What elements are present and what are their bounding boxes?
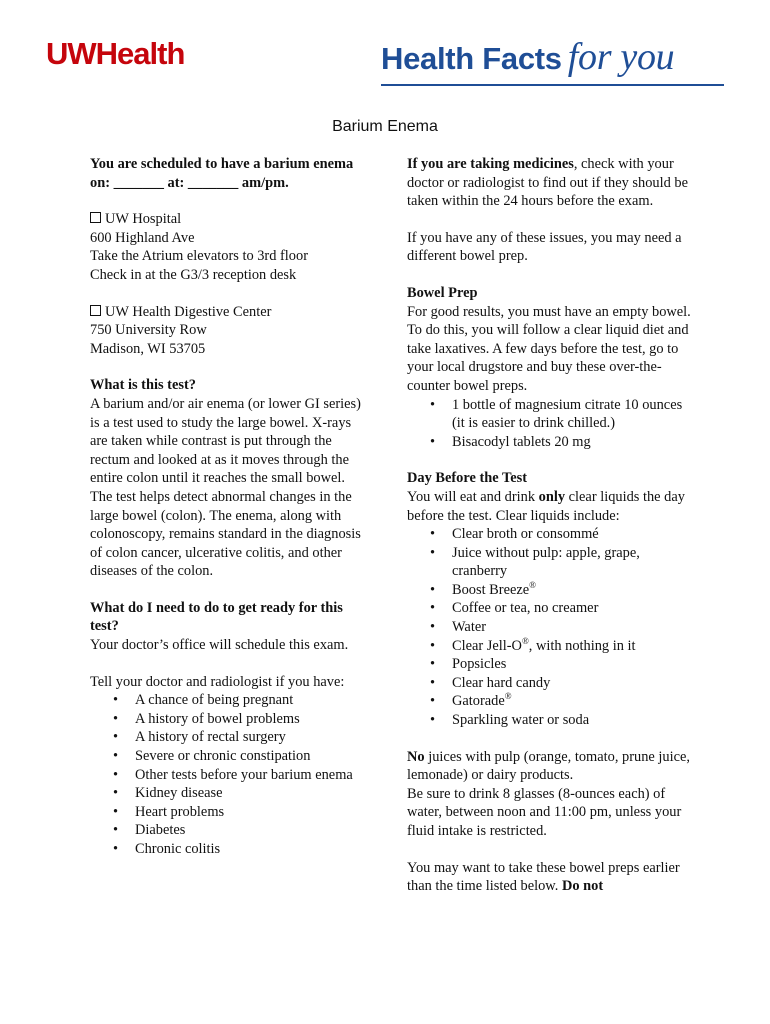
section-heading-bowel-prep: Bowel Prep xyxy=(407,284,478,301)
list-item: • Severe or chronic constipation xyxy=(90,747,370,766)
list-item: • Heart problems xyxy=(90,803,370,822)
list-item: • Chronic colitis xyxy=(90,840,370,859)
header xyxy=(0,0,770,100)
medicines-paragraph: If you are taking medicines, check with your doctor or radiologist to find out if they should be taken within the 24 hours before the exam. xyxy=(407,156,688,210)
tell-intro: Tell your doctor and radiologist if you have: xyxy=(90,673,345,690)
ready-description: Your doctor’s office will schedule this exam. xyxy=(90,637,349,654)
checkbox-digestive-center[interactable] xyxy=(90,305,101,316)
test-description: A barium and/or air enema (or lower GI series) is a test used to study the large bowel. X-rays are taken while contrast is put through the rectum and looked at as it moves through the entire colon until it reaches the small bowel. The test helps detect abnormal changes in the large bowel (colon). The enema, along with colonoscopy, remains standard in the diagnosis of colon cancer, ulcerative colitis, and other diseases of the colon. xyxy=(90,395,361,580)
location-uw-hospital: UW Hospital 600 Highland Ave Take the Atrium elevators to 3rd floor Check in at the G3/3 reception desk xyxy=(90,211,308,283)
uw-health-logo: UWHealth xyxy=(46,36,185,71)
tell-list xyxy=(90,691,370,858)
day-before-description: You will eat and drink only clear liquids the day before the test. Clear liquids include: xyxy=(407,488,685,524)
list-item: • Sparkling water or soda xyxy=(407,711,692,730)
list-item: • Gatorade® xyxy=(407,692,692,711)
list-item: • Juice without pulp: apple, grape, cranberry xyxy=(407,544,692,581)
list-item: • A history of rectal surgery xyxy=(90,728,370,747)
health-facts-brand: Health Facts for you xyxy=(381,36,675,78)
checkbox-uw-hospital[interactable] xyxy=(90,212,101,223)
list-item: • Clear hard candy xyxy=(407,674,692,693)
schedule-line: You are scheduled to have a barium enema on: _______ at: _______ am/pm. xyxy=(90,156,354,191)
no-juices-paragraph: No juices with pulp (orange, tomato, prune juice, lemonade) or dairy products. xyxy=(407,748,690,784)
list-item: • Coffee or tea, no creamer xyxy=(407,599,692,618)
list-item: • Boost Breeze® xyxy=(407,581,692,600)
right-column xyxy=(407,155,692,896)
list-item: • Water xyxy=(407,618,692,637)
list-item: • A chance of being pregnant xyxy=(90,691,370,710)
left-column xyxy=(90,155,370,859)
list-item: • Popsicles xyxy=(407,655,692,674)
bowel-prep-description: For good results, you must have an empty bowel. To do this, you will follow a clear liquid diet and take laxatives. A few days before the test, go to your local drugstore and buy these over-the-counter bowel preps. xyxy=(407,303,691,394)
list-item: • A history of bowel problems xyxy=(90,710,370,729)
earlier-paragraph: You may want to take these bowel preps earlier than the time listed below. Do not xyxy=(407,859,680,895)
list-item: • Kidney disease xyxy=(90,784,370,803)
location-digestive-center: UW Health Digestive Center 750 University Row Madison, WI 53705 xyxy=(90,303,272,357)
list-item: • Clear broth or consommé xyxy=(407,525,692,544)
section-heading-day-before: Day Before the Test xyxy=(407,470,528,487)
list-item: • Bisacodyl tablets 20 mg xyxy=(407,433,692,452)
page-title: Barium Enema xyxy=(332,118,438,135)
list-item: • Clear Jell-O®, with nothing in it xyxy=(407,637,692,656)
section-heading-what-is-test: What is this test? xyxy=(90,377,196,394)
prep-list xyxy=(407,396,692,452)
list-item: • 1 bottle of magnesium citrate 10 ounces (it is easier to drink chilled.) xyxy=(407,396,692,433)
drink-water-paragraph: Be sure to drink 8 glasses (8-ounces each) of water, between noon and 11:00 pm, unless your fluid intake is restricted. xyxy=(407,785,682,839)
issues-paragraph: If you have any of these issues, you may need a different bowel prep. xyxy=(407,229,682,265)
header-divider xyxy=(381,84,724,86)
list-item: • Diabetes xyxy=(90,821,370,840)
list-item: • Other tests before your barium enema xyxy=(90,766,370,785)
clear-liquids-list xyxy=(407,525,692,730)
section-heading-get-ready: What do I need to do to get ready for this test? xyxy=(90,599,343,635)
